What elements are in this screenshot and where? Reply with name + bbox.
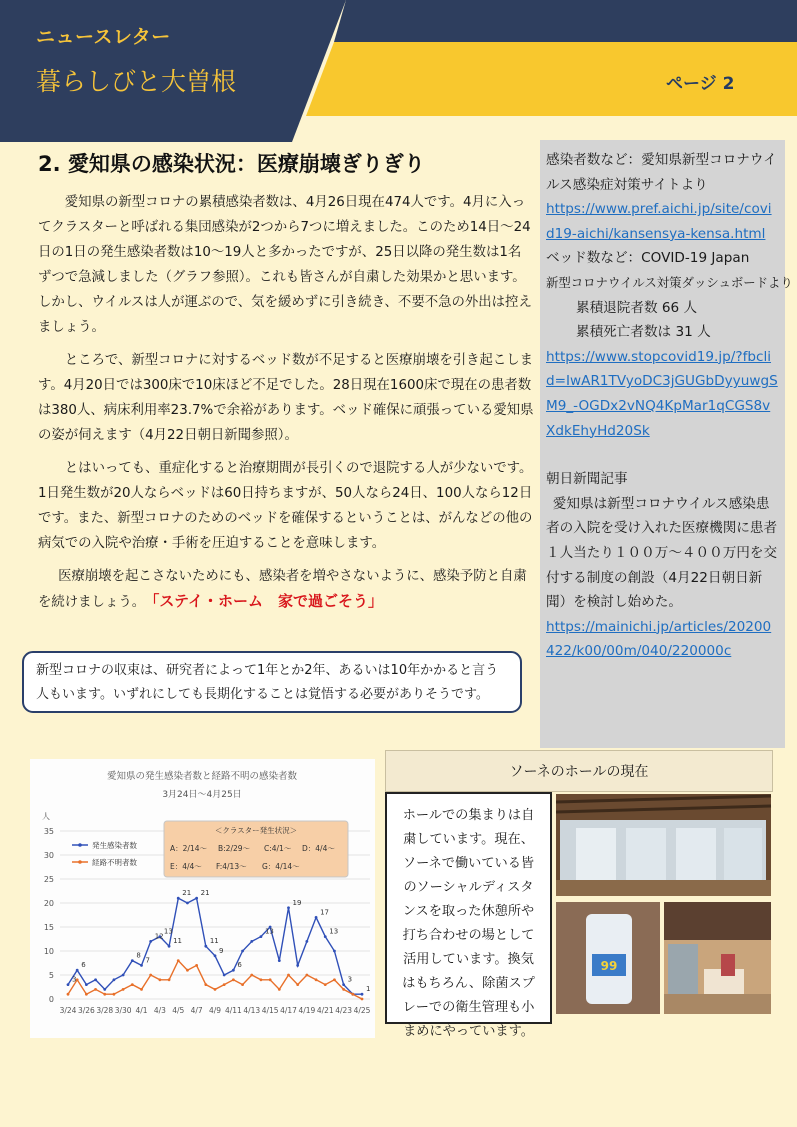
- series-line: [68, 961, 362, 999]
- data-label: 12: [154, 932, 164, 941]
- x-tick-label: 4/3: [153, 1006, 166, 1015]
- y-tick-label: 5: [48, 971, 54, 980]
- y-tick-label: 25: [43, 875, 54, 884]
- x-tick-label: 4/9: [208, 1006, 222, 1015]
- meeting-room-photo: [664, 902, 771, 1014]
- data-point: [361, 998, 364, 1001]
- cluster-item: B:2/29～: [218, 844, 251, 853]
- newsletter-label: ニュースレター: [36, 26, 171, 48]
- newsletter-title: 暮らしびと大曽根: [36, 67, 237, 96]
- data-point: [149, 940, 152, 943]
- data-point: [214, 988, 217, 991]
- data-point: [85, 983, 88, 986]
- data-point: [296, 983, 299, 986]
- data-point: [324, 935, 327, 938]
- data-point: [232, 978, 235, 981]
- x-tick-label: 4/25: [353, 1006, 371, 1015]
- data-point: [315, 916, 318, 919]
- data-point: [140, 964, 143, 967]
- data-point: [305, 940, 308, 943]
- section-title: 2. 愛知県の感染状況：医療崩壊ぎりぎり: [38, 152, 425, 176]
- x-tick-label: 4/19: [298, 1006, 316, 1015]
- y-tick-label: 35: [43, 827, 54, 836]
- paragraph-2: ところで、新型コロナに対するベッド数が不足すると医療崩壊を引き起こします。4月20日では300床で10床ほど不足でした。28日現在1600床で現在の患者数は380人、病床利用率23.7%で余裕があります。ベッド確保に頑張っている愛知県の姿が伺えます（4月22日朝日新聞参照）。: [38, 353, 534, 443]
- data-point: [250, 974, 253, 977]
- data-point: [140, 988, 143, 991]
- data-point: [113, 978, 116, 981]
- data-point: [278, 959, 281, 962]
- data-point: [186, 902, 189, 905]
- data-label: 6: [237, 961, 242, 970]
- link-aichi[interactable]: https://www.pref.aichi.jp/site/covid19-aichi/kansensya-kensa.html: [546, 201, 772, 242]
- data-point: [204, 945, 207, 948]
- legend-label: 発生感染者数: [92, 841, 137, 850]
- series-line: [68, 898, 362, 994]
- data-point: [214, 954, 217, 957]
- data-point: [269, 978, 272, 981]
- data-point: [168, 945, 171, 948]
- link-mainichi[interactable]: https://mainichi.jp/articles/20200422/k00/00m/040/220000c: [546, 618, 772, 660]
- data-point: [94, 988, 97, 991]
- data-point: [305, 974, 308, 977]
- data-point: [195, 964, 198, 967]
- hall-photos: [556, 794, 776, 1020]
- data-label: 8: [136, 951, 141, 960]
- cluster-item: G：4/14～: [262, 862, 300, 871]
- asahi-article: 愛知県は新型コロナウイルス感染患者の入院を受け入れた医療機関に患者１人当たり１００万～４００万円を交付する制度の創設（4月22日朝日新聞）を検討し始めた。: [546, 495, 778, 611]
- death-count: 累積死亡者数は 31 人: [576, 324, 711, 341]
- spacer: [546, 443, 779, 467]
- data-label: 1: [366, 985, 371, 994]
- stay-home-slogan: 「ステイ・ホーム 家で過ごそう」: [151, 592, 383, 610]
- source-dashboard-2: 新型コロナウイルス対策ダッシュボードより: [546, 274, 793, 290]
- x-tick-label: 4/23: [335, 1006, 353, 1015]
- data-point: [342, 983, 345, 986]
- data-point: [232, 969, 235, 972]
- data-point: [241, 983, 244, 986]
- data-point: [287, 974, 290, 977]
- source-aichi: 感染者数など：愛知県新型コロナウイルス感染症対策サイトより: [546, 152, 777, 193]
- x-tick-label: 3/30: [114, 1006, 132, 1015]
- data-point: [94, 978, 97, 981]
- chart-title: 愛知県の発生感染者数と経路不明の感染者数: [106, 771, 298, 782]
- y-tick-label: 15: [43, 923, 54, 932]
- legend-marker: [78, 843, 82, 847]
- data-point: [342, 988, 345, 991]
- cluster-item: E：4/4～: [170, 862, 202, 871]
- data-label: 11: [209, 937, 219, 946]
- x-tick-label: 4/1: [135, 1006, 148, 1015]
- svg-text:99: 99: [600, 959, 618, 973]
- asahi-heading: 朝日新聞記事: [546, 471, 628, 488]
- data-label: 7: [145, 956, 150, 965]
- data-point: [149, 974, 152, 977]
- data-label: 13: [264, 927, 274, 936]
- x-tick-label: 3/26: [77, 1006, 95, 1015]
- data-point: [296, 964, 299, 967]
- data-label: 13: [329, 927, 339, 936]
- data-label: 6: [81, 961, 86, 970]
- data-point: [122, 988, 125, 991]
- link-stopcovid[interactable]: https://www.stopcovid19.jp/?fbclid=IwAR1TVyoDC3jGUGbDyyuwgSM9_-OGDx2vNQ4KpMar1qCGS8vXdkEhyHd20Sk: [546, 348, 778, 439]
- data-point: [351, 993, 354, 996]
- data-point: [223, 974, 226, 977]
- data-point: [85, 993, 88, 996]
- data-point: [241, 950, 244, 953]
- data-point: [333, 950, 336, 953]
- data-point: [315, 978, 318, 981]
- data-label: 9: [219, 946, 224, 955]
- chart-subtitle: 3月24日～4月25日: [162, 790, 242, 800]
- data-label: 17: [320, 908, 329, 917]
- infection-chart: [30, 759, 375, 1038]
- data-point: [177, 897, 180, 900]
- data-point: [67, 993, 70, 996]
- data-point: [287, 906, 290, 909]
- cluster-item: C:4/1～: [264, 844, 292, 853]
- paragraph-4: [38, 564, 534, 615]
- x-tick-label: 4/13: [243, 1006, 261, 1015]
- data-point: [103, 993, 106, 996]
- x-tick-label: 4/17: [280, 1006, 297, 1015]
- data-point: [204, 983, 207, 986]
- chart-ylabel: 人: [42, 812, 50, 821]
- cluster-item: D：4/4～: [302, 844, 335, 853]
- data-point: [195, 897, 198, 900]
- y-tick-label: 10: [43, 947, 54, 956]
- chart-canvas: [30, 759, 375, 1038]
- x-tick-label: 3/24: [59, 1006, 77, 1015]
- data-point: [260, 935, 263, 938]
- data-point: [131, 983, 134, 986]
- data-point: [260, 978, 263, 981]
- paragraph-1: 愛知県の新型コロナの累積感染者数は、4月26日現在474人です。4月に入ってクラスターと呼ばれる集団感染が2つから7つに増えました。このため14日～24日の1日の発生感染者数は10～19人と多かったですが、25日以降の発生数は1名ずつで急減しました（グラフ参照）。これも皆さんが自粛した効果かと思います。しかし、ウイルスは人が運ぶので、気を緩めずに引き続き、不要不急の外出は控えましょう。: [38, 195, 532, 335]
- legend-label: 経路不明者数: [92, 858, 137, 867]
- x-tick-label: 4/7: [190, 1006, 203, 1015]
- x-tick-label: 4/11: [224, 1006, 242, 1015]
- data-label: 21: [200, 889, 210, 898]
- data-label: 11: [173, 937, 182, 946]
- sone-header: ソーネのホールの現在: [385, 750, 773, 792]
- sone-description: ホールでの集まりは自粛しています。現在、ソーネで働いている皆のソーシャルディスタンスを取った休憩所や打ち合わせの場として活用しています。換気はもちろん、除菌スプレーでの衛生管理も小まめにやっています。: [385, 792, 552, 1024]
- legend-marker: [78, 860, 82, 864]
- data-label: 3: [347, 975, 353, 984]
- data-point: [177, 959, 180, 962]
- x-tick-label: 4/5: [172, 1006, 185, 1015]
- data-point: [186, 969, 189, 972]
- data-point: [168, 978, 171, 981]
- callout-box: 新型コロナの収束は、研究者によって1年とか2年、あるいは10年かかると言う人もいます。いずれにしても長期化することは覚悟する必要がありそうです。: [22, 651, 522, 713]
- data-point: [278, 988, 281, 991]
- sources-sidebar: [540, 140, 793, 748]
- data-point: [122, 974, 125, 977]
- data-point: [361, 993, 364, 996]
- data-point: [67, 983, 70, 986]
- data-label: 21: [182, 889, 192, 898]
- source-dashboard-1: ベッド数など：COVID-19 Japan: [546, 250, 750, 267]
- data-label: 13: [163, 927, 173, 936]
- y-tick-label: 30: [43, 851, 54, 860]
- y-tick-label: 0: [48, 995, 54, 1004]
- x-tick-label: 4/15: [261, 1006, 279, 1015]
- data-point: [223, 983, 226, 986]
- data-point: [250, 940, 253, 943]
- article-body: [38, 190, 534, 623]
- cluster-box-title: ＜クラスター発生状況＞: [214, 826, 298, 835]
- discharged-count: 累積退院者数 66 人: [576, 299, 698, 316]
- data-label: 19: [292, 898, 302, 907]
- data-point: [113, 993, 116, 996]
- data-point: [76, 969, 79, 972]
- page-number: ページ 2: [666, 74, 735, 94]
- paragraph-4-text: 医療崩壊を起こさないためにも、感染者を増やさないように、感染予防と自粛を続けましょう。: [38, 569, 527, 610]
- data-point: [103, 988, 106, 991]
- cluster-item: F:4/13～: [216, 862, 247, 871]
- paragraph-3: とはいっても、重症化すると治療期間が長引くので退院する人が少ないです。1日発生数が20人ならベッドは60日持ちますが、50人なら24日、100人なら12日です。また、新型コロナのためのベッドを確保するということは、がんなどの他の病気での入院や治療・手術を圧迫することを意味します。: [38, 461, 533, 551]
- spray-photo: [556, 902, 660, 1014]
- hall-window-photo: [556, 794, 771, 896]
- cluster-item: A：2/14～: [170, 844, 207, 853]
- data-point: [158, 978, 161, 981]
- data-point: [324, 983, 327, 986]
- data-label: 3: [72, 975, 77, 984]
- y-tick-label: 20: [43, 899, 54, 908]
- x-tick-label: 4/21: [316, 1006, 334, 1015]
- x-tick-label: 3/28: [96, 1006, 114, 1015]
- data-point: [131, 959, 134, 962]
- data-point: [333, 978, 336, 981]
